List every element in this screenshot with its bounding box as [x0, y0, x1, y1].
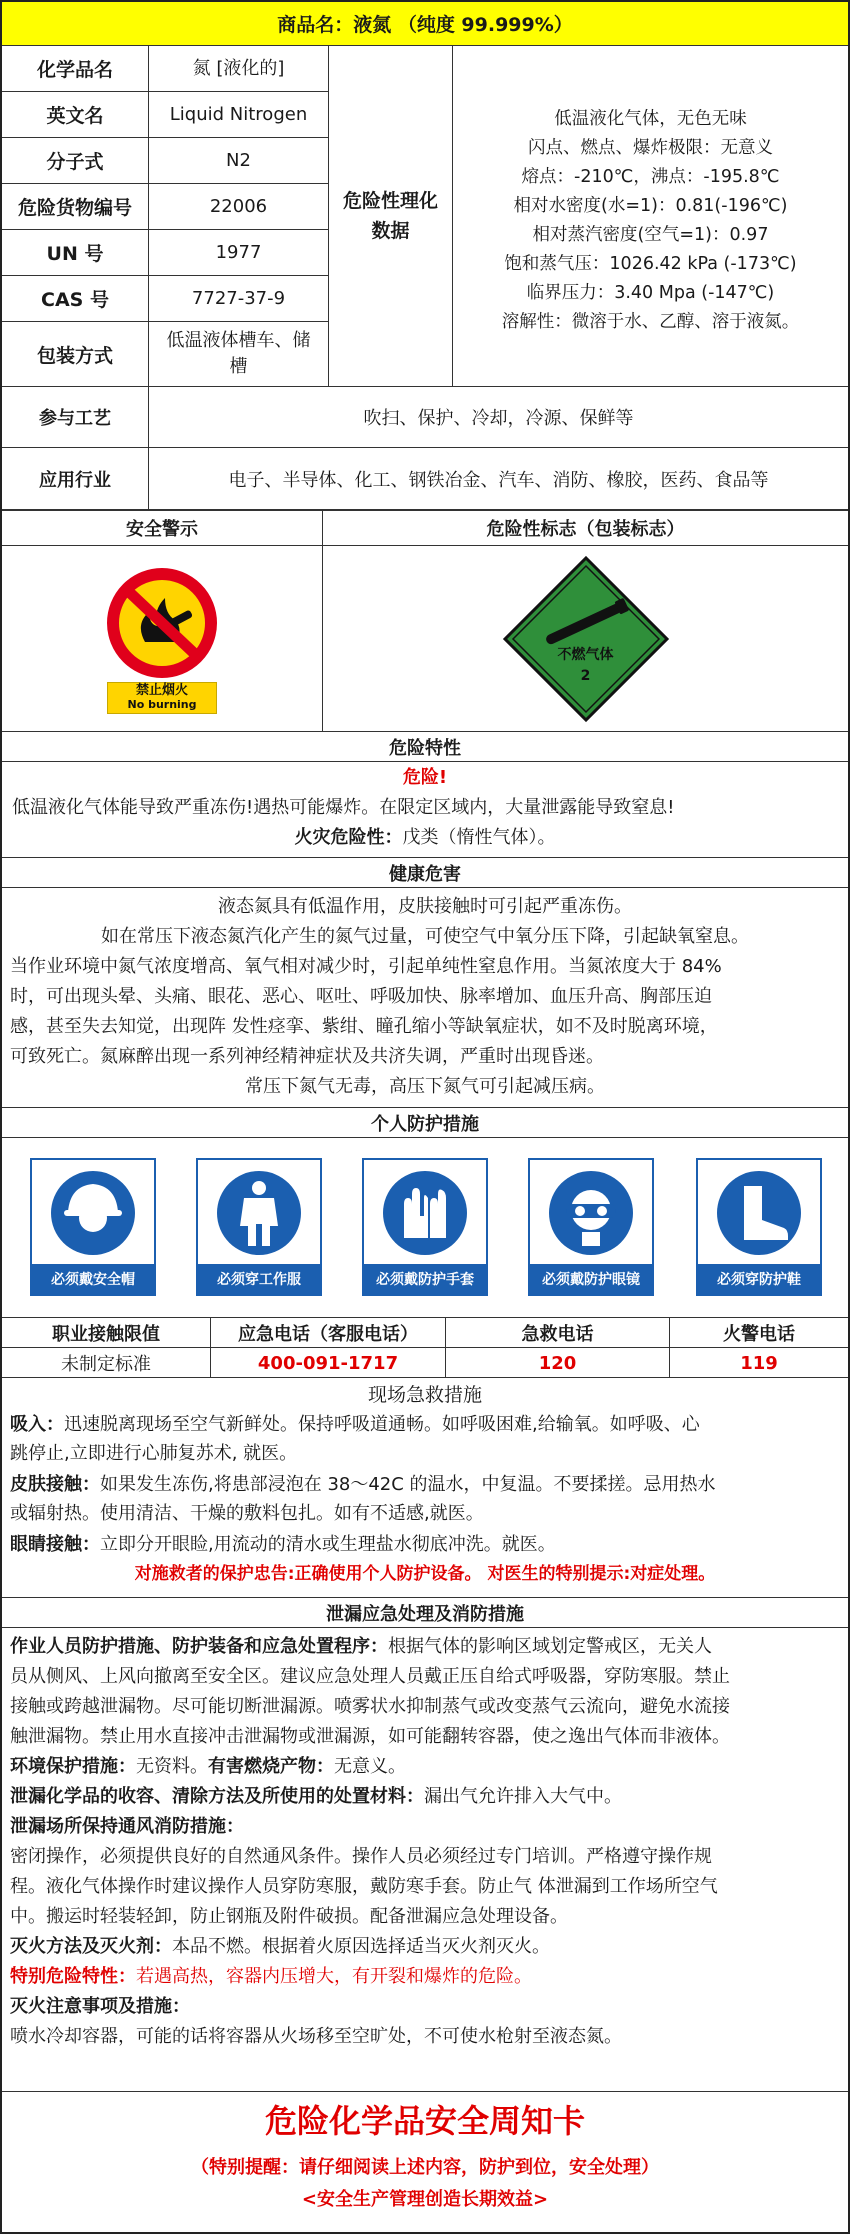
eye-text-1: 立即分开眼睑,用流动的清水或生理盐水彻底冲洗。就医。: [100, 1534, 556, 1555]
warning-images-row: [2, 546, 848, 732]
health-line: 感，甚至失去知觉，出现阵 发性痉挛、紫绀、瞳孔缩小等缺氧症状，如不及时脱离环境，: [10, 1016, 718, 1037]
hazard-data-label-text: 危险性理化数据: [343, 190, 439, 242]
harm-value: 无意义。: [334, 1756, 406, 1777]
firstaid-body: [2, 1408, 848, 1598]
p1-text-4: 触泄漏物。禁止用水直接冲击泄漏物或泄漏源，如可能翻转容器，使之逸出气体而非液体。: [10, 1726, 730, 1747]
inhale-text-1: 迅速脱离现场至空气新鲜处。保持呼吸道通畅。如呼吸困难,给输氧。如呼吸、心: [64, 1414, 700, 1435]
special-value: 若遇高热，容器内压增大，有开裂和爆炸的危险。: [136, 1966, 532, 1987]
contact-header-row: [2, 1318, 848, 1348]
industry-value: 电子、半导体、化工、钢铁冶金、汽车、消防、橡胶，医药、食品等: [148, 448, 848, 509]
ppe-label: 必须戴防护眼镜: [530, 1264, 652, 1294]
contact-header: 急救电话: [445, 1318, 669, 1348]
identity-row: [2, 46, 328, 92]
identity-value: 1977: [148, 230, 328, 275]
contact-header: 火警电话: [669, 1318, 848, 1348]
warning-header-row: [2, 510, 848, 546]
hazard-data-line: 低温液化气体，无色无味: [554, 109, 747, 129]
rescuer-advice: 对施救者的保护忠告:正确使用个人防护设备。 对医生的特别提示:对症处理。: [134, 1564, 716, 1584]
ppe-title: 个人防护措施: [371, 1113, 479, 1135]
ppe-sign: [30, 1158, 156, 1296]
boots-icon: [714, 1168, 804, 1258]
firstaid-title-row: [2, 1378, 848, 1408]
ppe-sign: [196, 1158, 322, 1296]
health-line: 如在常压下液态氮汽化产生的氮气过量，可使空气中氧分压下降，引起缺氧窒息。: [101, 926, 749, 947]
contact-value-row: [2, 1348, 848, 1378]
identity-value: 低温液体槽车、储槽: [148, 322, 328, 386]
identity-label: 化学品名: [36, 59, 113, 81]
hazard-data-line: 闪点、燃点、爆炸极限：无意义: [528, 138, 773, 158]
process-value: 吹扫、保护、冷却，冷源、保鲜等: [148, 387, 848, 447]
inhale-text-2: 跳停止,立即进行心肺复苏术, 就医。: [10, 1443, 298, 1464]
process-row: [2, 386, 848, 448]
vent-text-2: 程。液化气体操作时建议操作人员穿防寒服，戴防寒手套。防止气 体泄漏到工作场所空气: [10, 1876, 718, 1897]
p1-text-3: 接触或跨越泄漏物。尽可能切断泄漏源。喷雾状水抑制蒸气或改变蒸气云流向，避免水流接: [10, 1696, 730, 1717]
ppe-label: 必须穿防护鞋: [698, 1264, 820, 1294]
harm-label: 有害燃烧产物：: [208, 1756, 334, 1777]
contact-header: 应急电话（客服电话）: [210, 1318, 445, 1348]
health-line: 当作业环境中氮气浓度增高、氧气相对减少时，引起单纯性窒息作用。当氮浓度大于 84%: [10, 956, 722, 977]
ppe-title-row: [2, 1108, 848, 1138]
fire-hazard-value: 戊类（惰性气体）。: [402, 827, 556, 848]
industry-label: 应用行业: [39, 469, 111, 491]
footer: [2, 2092, 848, 2232]
hazard-data-line: 熔点：-210℃，沸点：-195.8℃: [521, 167, 780, 187]
identity-row: [2, 138, 328, 184]
hazard-data-label: [328, 46, 452, 386]
danger-word: 危险!: [402, 767, 448, 788]
hazard-data-line: 临界压力：3.40 Mpa (-147℃): [526, 283, 775, 303]
vent-text-3: 中。搬运时轻装轻卸，防止钢瓶及附件破损。配备泄漏应急处理设备。: [10, 1906, 568, 1927]
ext-value: 本品不燃。根据着火原因选择适当灭火剂灭火。: [172, 1936, 550, 1957]
phone-number[interactable]: 119: [669, 1348, 848, 1378]
skin-text-1: 如果发生冻伤,将患部浸泡在 38～42C 的温水，中复温。不要揉搓。忌用热水: [100, 1474, 716, 1495]
hazard-body: [2, 762, 848, 858]
hazard-sign-title: 危险性标志（包装标志）: [322, 511, 848, 545]
contact-header: 职业接触限值: [52, 1324, 160, 1345]
health-body: [2, 888, 848, 1108]
env-label: 环境保护措施：: [10, 1756, 136, 1777]
inhale-label: 吸入：: [10, 1414, 64, 1435]
vent-label: 泄漏场所保持通风消防措施：: [10, 1816, 244, 1837]
hazard-data-line: 相对水密度(水=1)：0.81(-196℃): [513, 196, 788, 216]
vent-text-1: 密闭操作，必须提供良好的自然通风条件。操作人员必须经过专门培训。严格遵守操作规: [10, 1846, 712, 1867]
health-lines: [10, 892, 840, 1102]
gas-cylinder-diamond-icon: [501, 554, 671, 724]
identity-value: 7727-37-9: [148, 276, 328, 321]
phone-number[interactable]: 120: [445, 1348, 669, 1378]
collect-value: 漏出气允许排入大气中。: [424, 1786, 622, 1807]
identity-label: 分子式: [46, 151, 104, 173]
ppe-sign: [362, 1158, 488, 1296]
no-burning-en: No burning: [127, 697, 197, 711]
ppe-label: 必须戴防护手套: [364, 1264, 486, 1294]
health-line: 常压下氮气无毒，高压下氮气可引起减压病。: [245, 1076, 605, 1097]
skin-label: 皮肤接触：: [10, 1474, 100, 1495]
spill-body: [2, 1628, 848, 2092]
identity-label: 危险货物编号: [17, 197, 132, 219]
identity-row: [2, 184, 328, 230]
gloves-icon: [380, 1168, 470, 1258]
identity-value: Liquid Nitrogen: [148, 92, 328, 137]
identity-value: 22006: [148, 184, 328, 229]
no-fire-icon: [105, 566, 219, 680]
health-line: 时，可出现头晕、头痛、眼花、恶心、呕吐、呼吸加快、脉率增加、血压升高、胸部压迫: [10, 986, 712, 1007]
exposure-limit-value: 未制定标准: [61, 1354, 151, 1375]
footer-title: 危险化学品安全周知卡: [264, 2102, 585, 2140]
firstaid-title: 现场急救措施: [367, 1383, 482, 1406]
hazard-line: 低温液化气体能导致严重冻伤!遇热可能爆炸。在限定区域内，大量泄露能导致窒息!: [12, 797, 675, 818]
no-burning-sign: [2, 546, 322, 731]
footer-reminder: （特别提醒：请仔细阅读上述内容，防护到位，安全处理）: [191, 2157, 659, 2178]
p1-text-2: 员从侧风、上风向撤离至安全区。建议应急处理人员戴正压自给式呼吸器，穿防寒服。禁止: [10, 1666, 730, 1687]
ext-label: 灭火方法及灭火剂：: [10, 1936, 172, 1957]
fire-hazard-label: 火灾危险性：: [294, 827, 403, 848]
hazard-data-values: [452, 46, 848, 386]
identity-row: [2, 230, 328, 276]
diamond-number: 2: [580, 667, 591, 684]
env-value: 无资料。: [136, 1756, 208, 1777]
diamond-text: 不燃气体: [557, 646, 614, 663]
identity-value: N2: [148, 138, 328, 183]
identity-row: [2, 276, 328, 322]
title-bar: [2, 2, 848, 46]
p1-text-1: 根据气体的影响区域划定警戒区，无关人: [388, 1636, 712, 1657]
special-label: 特别危险特性：: [10, 1966, 136, 1987]
nonflammable-gas-sign: [322, 546, 848, 731]
hazard-data-line: 溶解性：微溶于水、乙醇、溶于液氮。: [501, 312, 800, 332]
footer-slogan: <安全生产管理创造长期效益>: [301, 2189, 549, 2210]
p1-label: 作业人员防护措施、防护装备和应急处置程序：: [10, 1636, 388, 1657]
goggles-icon: [546, 1168, 636, 1258]
health-title: 健康危害: [389, 863, 461, 885]
health-line: 液态氮具有低温作用，皮肤接触时可引起严重冻伤。: [218, 896, 632, 917]
phone-number[interactable]: 400-091-1717: [210, 1348, 445, 1378]
note-value: 喷水冷却容器，可能的话将容器从火场移至空旷处，不可使水枪射至液态氮。: [10, 2026, 622, 2047]
identity-label: UN 号: [46, 243, 104, 265]
identity-label: 包装方式: [36, 344, 113, 367]
spill-title: 泄漏应急处理及消防措施: [326, 1603, 524, 1625]
collect-label: 泄漏化学品的收容、清除方法及所使用的处置材料：: [10, 1786, 424, 1807]
ppe-label: 必须穿工作服: [198, 1264, 320, 1294]
note-label: 灭火注意事项及措施：: [10, 1996, 190, 2017]
ppe-sign: [528, 1158, 654, 1296]
identity-row: [2, 322, 328, 386]
hazard-title: 危险特性: [389, 737, 461, 759]
skin-text-2: 或辐射热。使用清洁、干燥的敷料包扎。如有不适感,就医。: [10, 1503, 484, 1524]
spill-title-row: [2, 1598, 848, 1628]
industry-row: [2, 448, 848, 510]
workwear-icon: [214, 1168, 304, 1258]
safety-warning-title: 安全警示: [126, 519, 198, 540]
helmet-icon: [48, 1168, 138, 1258]
hazard-data-line: 饱和蒸气压：1026.42 kPa (-173℃): [504, 254, 797, 274]
process-label: 参与工艺: [39, 408, 111, 429]
ppe-label: 必须戴安全帽: [32, 1264, 154, 1294]
no-burning-cn: 禁止烟火: [135, 682, 188, 698]
identity-label: 英文名: [46, 105, 104, 127]
ppe-sign: [696, 1158, 822, 1296]
identity-row: [2, 92, 328, 138]
identity-label: CAS 号: [41, 289, 109, 311]
identity-value: 氮 [液化的]: [148, 46, 328, 91]
eye-label: 眼睛接触：: [10, 1534, 100, 1555]
product-title: 商品名：液氮 （纯度 99.999%）: [277, 14, 573, 36]
hazard-data-line: 相对蒸汽密度(空气=1)：0.97: [532, 225, 769, 245]
health-line: 可致死亡。氮麻醉出现一系列神经精神症状及共济失调，严重时出现昏迷。: [10, 1046, 604, 1067]
health-title-row: [2, 858, 848, 888]
hazard-title-row: [2, 732, 848, 762]
